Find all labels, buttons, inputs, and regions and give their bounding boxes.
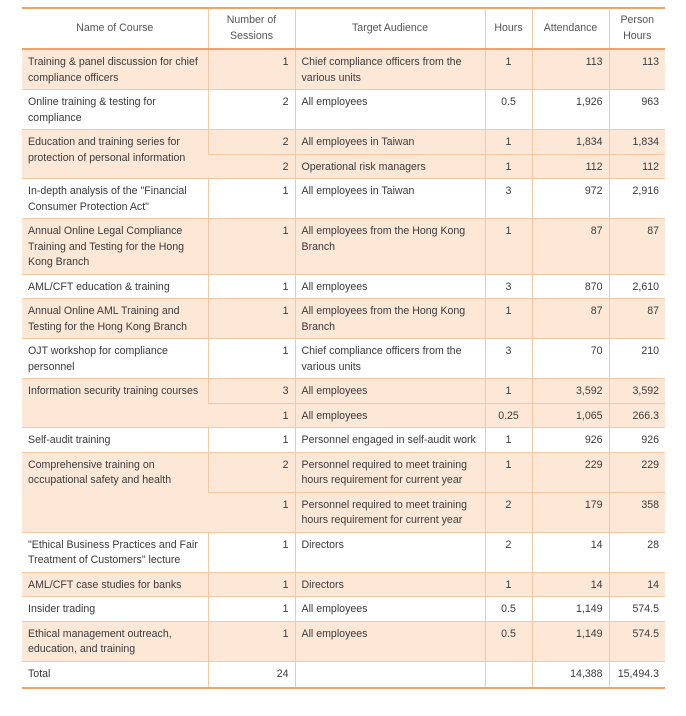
cell-sessions: 1 — [208, 299, 295, 339]
total-sessions: 24 — [208, 661, 295, 688]
cell-hours: 0.5 — [485, 597, 532, 622]
cell-attendance: 3,592 — [532, 379, 609, 404]
cell-audience: Personnel required to meet training hours requirement for current year — [295, 492, 485, 532]
table-row — [22, 452, 665, 492]
cell-attendance: 1,149 — [532, 621, 609, 661]
total-person-hours: 15,494.3 — [609, 661, 665, 688]
table-header — [22, 8, 665, 49]
cell-sessions: 1 — [208, 403, 295, 428]
cell-person-hours: 1,834 — [609, 130, 665, 155]
cell-person-hours: 574.5 — [609, 621, 665, 661]
cell-course: OJT workshop for compliance personnel — [22, 339, 208, 379]
cell-sessions: 1 — [208, 621, 295, 661]
header-row — [22, 8, 665, 49]
cell-course: Annual Online Legal Compliance Training and Testing for the Hong Kong Branch — [22, 219, 208, 275]
cell-attendance: 229 — [532, 452, 609, 492]
cell-course: Ethical management outreach, education, and training — [22, 621, 208, 661]
cell-attendance: 87 — [532, 219, 609, 275]
cell-hours: 2 — [485, 532, 532, 572]
cell-audience: All employees — [295, 403, 485, 428]
cell-hours: 1 — [485, 49, 532, 90]
cell-sessions: 1 — [208, 274, 295, 299]
cell-sessions: 1 — [208, 428, 295, 453]
cell-hours: 3 — [485, 339, 532, 379]
cell-hours: 1 — [485, 452, 532, 492]
header-sessions: Number of Sessions — [208, 8, 295, 49]
cell-attendance: 70 — [532, 339, 609, 379]
cell-attendance: 87 — [532, 299, 609, 339]
table-row — [22, 532, 665, 572]
cell-attendance: 14 — [532, 572, 609, 597]
cell-audience: Chief compliance officers from the various units — [295, 339, 485, 379]
cell-hours: 0.25 — [485, 403, 532, 428]
total-hours-empty — [485, 661, 532, 688]
training-courses-table — [22, 7, 665, 689]
cell-sessions: 2 — [208, 90, 295, 130]
cell-course: AML/CFT case studies for banks — [22, 572, 208, 597]
cell-hours: 2 — [485, 492, 532, 532]
total-audience-empty — [295, 661, 485, 688]
table-row — [22, 179, 665, 219]
cell-person-hours: 210 — [609, 339, 665, 379]
cell-course: Self-audit training — [22, 428, 208, 453]
cell-audience: All employees — [295, 597, 485, 622]
cell-course: "Ethical Business Practices and Fair Treatment of Customers" lecture — [22, 532, 208, 572]
cell-sessions: 1 — [208, 532, 295, 572]
cell-attendance: 926 — [532, 428, 609, 453]
cell-hours: 1 — [485, 154, 532, 179]
cell-attendance: 113 — [532, 49, 609, 90]
cell-person-hours: 574.5 — [609, 597, 665, 622]
cell-person-hours: 87 — [609, 219, 665, 275]
cell-audience: All employees from the Hong Kong Branch — [295, 299, 485, 339]
cell-sessions: 1 — [208, 179, 295, 219]
cell-sessions: 1 — [208, 219, 295, 275]
cell-attendance: 112 — [532, 154, 609, 179]
cell-hours: 0.5 — [485, 90, 532, 130]
cell-person-hours: 2,610 — [609, 274, 665, 299]
cell-course: Training & panel discussion for chief compliance officers — [22, 49, 208, 90]
cell-course: Information security training courses — [22, 379, 208, 428]
cell-audience: Operational risk managers — [295, 154, 485, 179]
cell-audience: Directors — [295, 572, 485, 597]
cell-person-hours: 358 — [609, 492, 665, 532]
total-label: Total — [22, 661, 208, 688]
header-course: Name of Course — [22, 8, 208, 49]
table-row — [22, 379, 665, 404]
cell-person-hours: 266.3 — [609, 403, 665, 428]
cell-audience: All employees — [295, 621, 485, 661]
cell-attendance: 14 — [532, 532, 609, 572]
cell-person-hours: 28 — [609, 532, 665, 572]
cell-person-hours: 229 — [609, 452, 665, 492]
cell-sessions: 1 — [208, 339, 295, 379]
cell-audience: Personnel required to meet training hours requirement for current year — [295, 452, 485, 492]
cell-audience: All employees in Taiwan — [295, 179, 485, 219]
cell-attendance: 1,926 — [532, 90, 609, 130]
cell-person-hours: 14 — [609, 572, 665, 597]
cell-audience: All employees from the Hong Kong Branch — [295, 219, 485, 275]
cell-course: Annual Online AML Training and Testing for the Hong Kong Branch — [22, 299, 208, 339]
cell-sessions: 3 — [208, 379, 295, 404]
cell-attendance: 1,834 — [532, 130, 609, 155]
cell-audience: All employees in Taiwan — [295, 130, 485, 155]
table-row — [22, 621, 665, 661]
cell-person-hours: 113 — [609, 49, 665, 90]
cell-hours: 3 — [485, 274, 532, 299]
table-row — [22, 219, 665, 275]
cell-person-hours: 963 — [609, 90, 665, 130]
header-hours: Hours — [485, 8, 532, 49]
cell-audience: All employees — [295, 379, 485, 404]
cell-hours: 1 — [485, 572, 532, 597]
cell-sessions: 1 — [208, 597, 295, 622]
cell-attendance: 870 — [532, 274, 609, 299]
cell-course: In-depth analysis of the "Financial Consumer Protection Act" — [22, 179, 208, 219]
cell-audience: Directors — [295, 532, 485, 572]
cell-audience: All employees — [295, 90, 485, 130]
table-row — [22, 299, 665, 339]
cell-audience: Personnel engaged in self-audit work — [295, 428, 485, 453]
table-row — [22, 130, 665, 155]
cell-person-hours: 2,916 — [609, 179, 665, 219]
cell-audience: All employees — [295, 274, 485, 299]
cell-course: AML/CFT education & training — [22, 274, 208, 299]
table-row — [22, 572, 665, 597]
cell-person-hours: 87 — [609, 299, 665, 339]
cell-sessions: 2 — [208, 452, 295, 492]
cell-course: Online training & testing for compliance — [22, 90, 208, 130]
cell-person-hours: 926 — [609, 428, 665, 453]
cell-sessions: 1 — [208, 49, 295, 90]
total-attendance: 14,388 — [532, 661, 609, 688]
header-person-hours: Person Hours — [609, 8, 665, 49]
cell-audience: Chief compliance officers from the various units — [295, 49, 485, 90]
cell-sessions: 1 — [208, 492, 295, 532]
cell-hours: 1 — [485, 299, 532, 339]
table-row — [22, 597, 665, 622]
cell-sessions: 2 — [208, 154, 295, 179]
cell-hours: 1 — [485, 219, 532, 275]
cell-hours: 1 — [485, 379, 532, 404]
cell-person-hours: 3,592 — [609, 379, 665, 404]
total-row — [22, 661, 665, 688]
cell-course: Insider trading — [22, 597, 208, 622]
cell-course: Comprehensive training on occupational safety and health — [22, 452, 208, 532]
header-attendance: Attendance — [532, 8, 609, 49]
cell-hours: 1 — [485, 428, 532, 453]
table-row — [22, 274, 665, 299]
cell-hours: 1 — [485, 130, 532, 155]
cell-hours: 0.5 — [485, 621, 532, 661]
cell-hours: 3 — [485, 179, 532, 219]
cell-sessions: 2 — [208, 130, 295, 155]
cell-sessions: 1 — [208, 572, 295, 597]
cell-person-hours: 112 — [609, 154, 665, 179]
cell-attendance: 1,065 — [532, 403, 609, 428]
table-row — [22, 49, 665, 90]
cell-attendance: 972 — [532, 179, 609, 219]
table-row — [22, 339, 665, 379]
cell-attendance: 1,149 — [532, 597, 609, 622]
table-body — [22, 49, 665, 688]
training-table-container — [22, 7, 665, 689]
header-audience: Target Audience — [295, 8, 485, 49]
cell-attendance: 179 — [532, 492, 609, 532]
table-row — [22, 428, 665, 453]
cell-course: Education and training series for protection of personal information — [22, 130, 208, 179]
table-row — [22, 90, 665, 130]
